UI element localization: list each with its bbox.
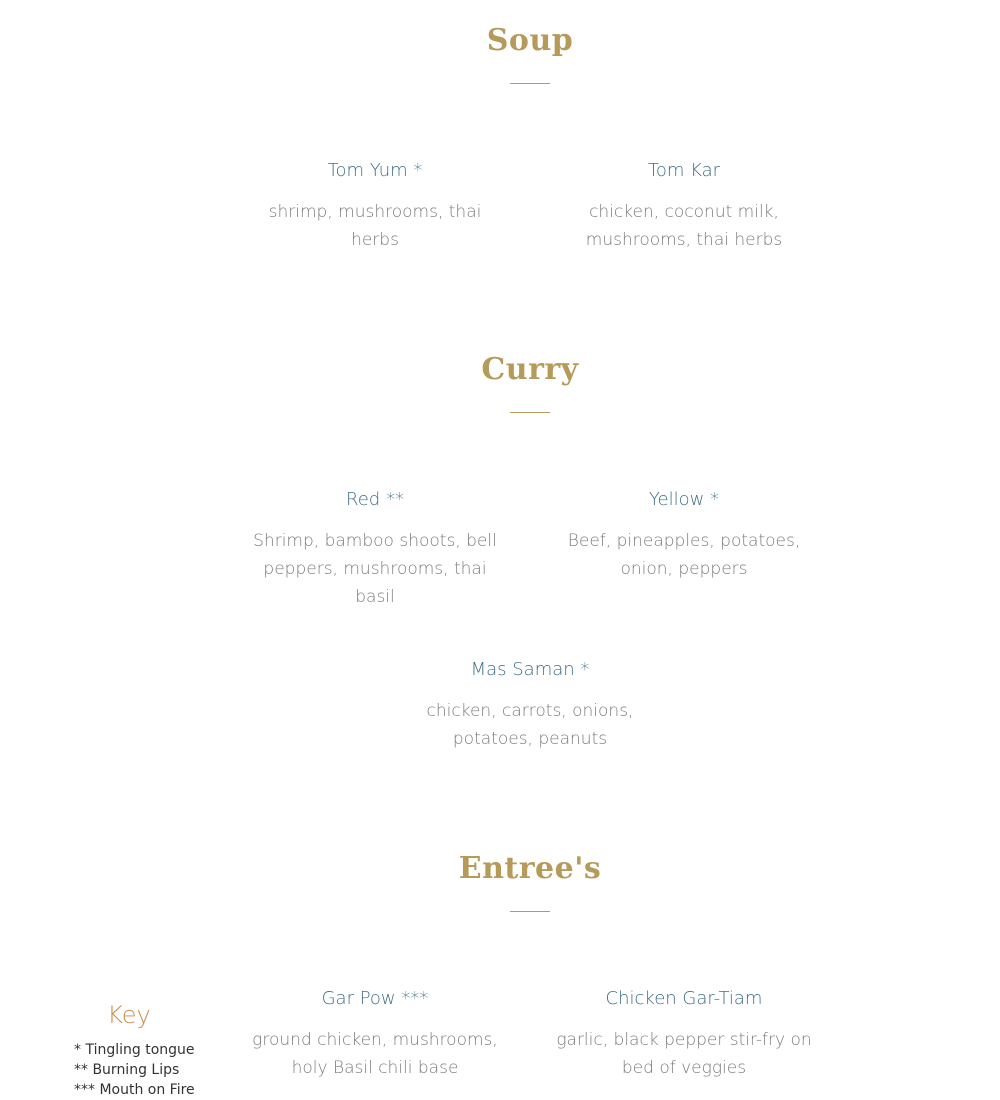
item-description: Shrimp, bamboo shoots, bell peppers, mushrooms, thai basil [253, 531, 497, 607]
menu-item-tom-yum [245, 162, 505, 254]
item-name: Mas Saman * [470, 659, 590, 680]
item-description: shrimp, mushrooms, thai herbs [268, 202, 482, 250]
item-name: Chicken Gar-Tiam [605, 988, 763, 1009]
key-entry-mouth-on-fire: *** Mouth on Fire [74, 1082, 195, 1098]
section-divider [510, 83, 550, 84]
item-description: chicken, carrots, onions, potatoes, peanuts [426, 701, 634, 749]
spice-key-list [74, 1040, 195, 1100]
menu-item-yellow-curry [545, 491, 823, 583]
section-divider [510, 412, 550, 413]
key-title: Key [107, 1001, 151, 1029]
item-name: Tom Yum * [327, 160, 423, 181]
item-description: ground chicken, mushrooms, holy Basil chili base [252, 1030, 498, 1078]
item-name: Red ** [346, 489, 404, 510]
menu-item-red-curry [245, 491, 505, 611]
item-description: chicken, coconut milk, mushrooms, thai herbs [585, 202, 783, 250]
key-entry-tingling-tongue: * Tingling tongue [74, 1042, 195, 1058]
item-name: Yellow * [648, 489, 720, 510]
item-description: Beef, pineapples, potatoes, onion, peppers [567, 531, 801, 579]
key-entry-burning-lips: ** Burning Lips [74, 1062, 180, 1078]
item-description: garlic, black pepper stir-fry on bed of veggies [556, 1030, 812, 1078]
menu-item-gar-pow [240, 990, 510, 1082]
section-divider [510, 911, 550, 912]
item-name: Gar Pow *** [321, 988, 429, 1009]
section-title-curry: Curry [481, 352, 579, 387]
item-name: Tom Kar [647, 160, 721, 181]
menu-item-chicken-gar-tiam [545, 990, 823, 1082]
menu-item-mas-saman [390, 661, 670, 753]
section-title-soup: Soup [486, 23, 574, 58]
menu-item-tom-kar [545, 162, 823, 254]
section-title-entrees: Entree's [458, 851, 602, 886]
